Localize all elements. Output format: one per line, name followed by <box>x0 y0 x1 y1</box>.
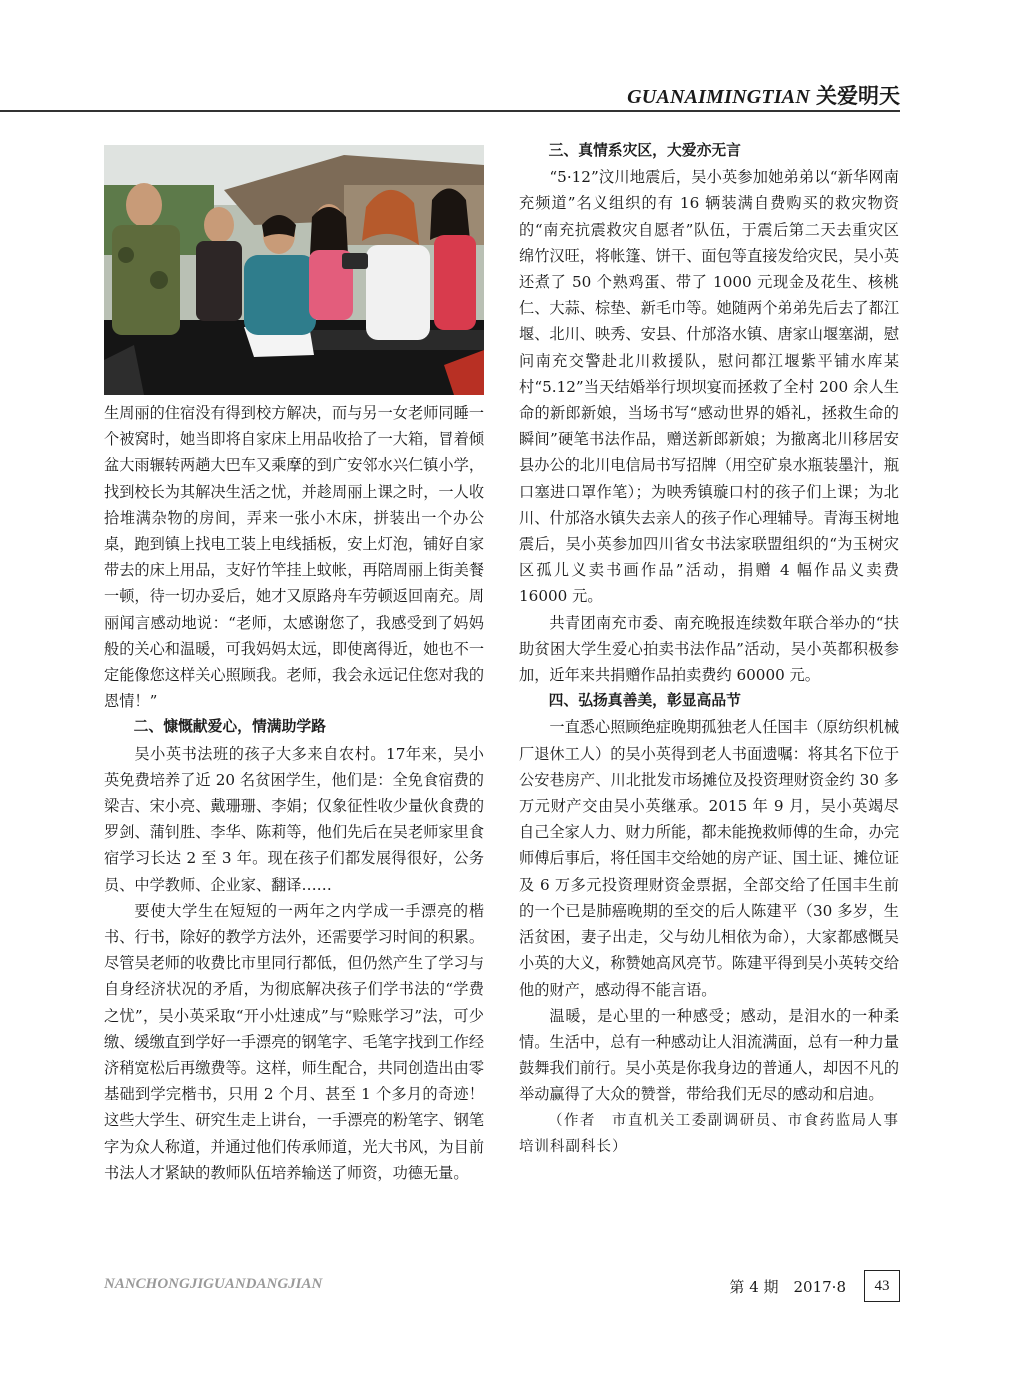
author-note: （作者 市直机关工委副调研员、市食药监局人事培训科副科长） <box>519 1112 899 1155</box>
paragraph: 温暖，是心里的一种感受；感动，是泪水的一种柔情。生活中，总有一种感动让人泪流满面，总有一种力量鼓舞我们前行。吴小英是你我身边的普通人，却因不凡的举动赢得了大众的赞誉，带给我们无尽的感动和启迪。 <box>519 1006 899 1104</box>
header-rule <box>0 110 900 112</box>
paragraph: 共青团南充市委、南充晚报连续数年联合举办的“扶助贫困大学生爱心拍卖书法作品”活动，吴小英都积极参加，近年来共捐赠作品拍卖费约 60000 元。 <box>519 613 899 685</box>
column-title-en: GUANAIMINGTIAN <box>627 86 810 108</box>
column-title <box>627 80 900 110</box>
paragraph: 一直悉心照顾绝症晚期孤独老人任国丰（原纺织机械厂退休工人）的吴小英得到老人书面遗嘱：将其名下位于公安巷房产、川北批发市场摊位及投资理财资金约 30 多万元财产交由吴小英继承。2015 年 9 月，吴小英竭尽自己全家人力、财力所能，都未能挽救师傅的生命，办完师傅后事后，将任国丰交给她的房产证、国土证、摊位证及 6 万多元投资理财资金票据，全部交给了任国丰生前的一个已是肺癌晚期的至交的后人陈建平（30 多岁，生活贫困，妻子出走，父与幼儿相依为命），大家都感慨吴小英的大义，称赞她高风亮节。陈建平得到吴小英转交给他的财产，感动得不能言语。 <box>519 718 899 999</box>
page-header <box>0 78 900 110</box>
paragraph: 要使大学生在短短的一两年之内学成一手漂亮的楷书、行书，除好的教学方法外，还需要学习时间的积累。尽管吴老师的收费比市里同行都低，但仍然产生了学习与自身经济状况的矛盾，为彻底解决孩子们学书法的“学费之忧”，吴小英采取“开小灶速成”与“赊账学习”法，可少缴、缓缴直到学好一手漂亮的钢笔字、毛笔字找到工作经济稍宽松后再缴费等。这样，师生配合，共同创造出由零基础到学完楷书，只用 2 个月、甚至 1 个多月的奇迹！这些大学生、研究生走上讲台，一手漂亮的粉笔字、钢笔字为众人称道，并通过他们传承师道，光大书风，为目前书法人才紧缺的教师队伍培养输送了师资，功德无量。 <box>104 901 484 1182</box>
article-photo <box>104 145 484 395</box>
photo-illustration <box>104 145 484 395</box>
issue-info: 第 4 期 2017·8 <box>729 1278 846 1296</box>
journal-name: NANCHONGJIGUANDANGJIAN <box>104 1276 323 1292</box>
paragraph: 生周丽的住宿没有得到校方解决，而与另一女老师同睡一个被窝时，她当即将自家床上用品收拾了一大箱，冒着倾盆大雨辗转两趟大巴车又乘摩的到广安邻水兴仁镇小学，找到校长为其解决生活之忧，并趁周丽上课之时，一人收拾堆满杂物的房间，弄来一张小木床，拼装出一个办公桌，跑到镇上找电工装上电线插板，安上灯泡，铺好自家带去的床上用品，支好竹竿挂上蚊帐，再陪周丽上街美餐一顿，待一切办妥后，她才又原路舟车劳顿返回南充。周丽闻言感动地说：“老师，太感谢您了，我感受到了妈妈般的关心和温暖，可我妈妈太远，即使离得近，她也不一定能像您这样关心照顾我。老师，我会永远记住您对我的恩情！” <box>104 404 484 711</box>
paragraph: 吴小英书法班的孩子大多来自农村。17年来，吴小英免费培养了近 20 名贫困学生，他们是：全免食宿费的梁吉、宋小亮、戴珊珊、李娟；仅象征性收少量伙食费的罗剑、蒲钊胜、李华、陈莉等，他们先后在吴老师家里食宿学习长达 2 至 3 年。现在孩子们都发展得很好，公务员、中学教师、企业家、翻译…… <box>104 744 484 894</box>
section-heading-2: 二、慷慨献爱心，情满助学路 <box>133 718 326 736</box>
right-column <box>519 138 899 1160</box>
section-heading-3: 三、真情系灾区，大爱亦无言 <box>548 142 741 159</box>
left-column <box>104 400 484 1186</box>
page-number: 43 <box>864 1270 900 1302</box>
section-heading-4: 四、弘扬真善美，彰显高品节 <box>548 692 741 710</box>
page-footer <box>104 1270 900 1304</box>
column-title-cn: 关爱明天 <box>816 84 900 108</box>
paragraph: “5·12”汶川地震后，吴小英参加她弟弟以“新华网南充频道”名义组织的有 16 辆装满自费购买的救灾物资的“南充抗震救灾自愿者”队伍，于震后第二天去重灾区绵竹汉旺，将帐篷、饼干、面包等直接发给灾民，吴小英还煮了 50 个熟鸡蛋、带了 1000 元现金及花生、核桃仁、大蒜、棕垫、新毛巾等。她随两个弟弟先后去了都江堰、北川、映秀、安县、什邡洛水镇、唐家山堰塞湖，慰问南充交警赴北川救援队，慰问都江堰紫平铺水库某村“5.12”当天结婚举行坝坝宴而拯救了全村 200 余人生命的新郎新娘，当场书写“感动世界的婚礼，拯救生命的瞬间”硬笔书法作品，赠送新郎新娘；为撤离北川移居安县办公的北川电信局书写招牌（用空矿泉水瓶装墨汁，瓶口塞进口罩作笔）；为映秀镇璇口村的孩子们上课；为北川、什邡洛水镇失去亲人的孩子作心理辅导。青海玉树地震后，吴小英参加四川省女书法家联盟组织的“为玉树灾区孤儿义卖书画作品”活动，捐赠 4 幅作品义卖费 16000 元。 <box>519 168 899 606</box>
